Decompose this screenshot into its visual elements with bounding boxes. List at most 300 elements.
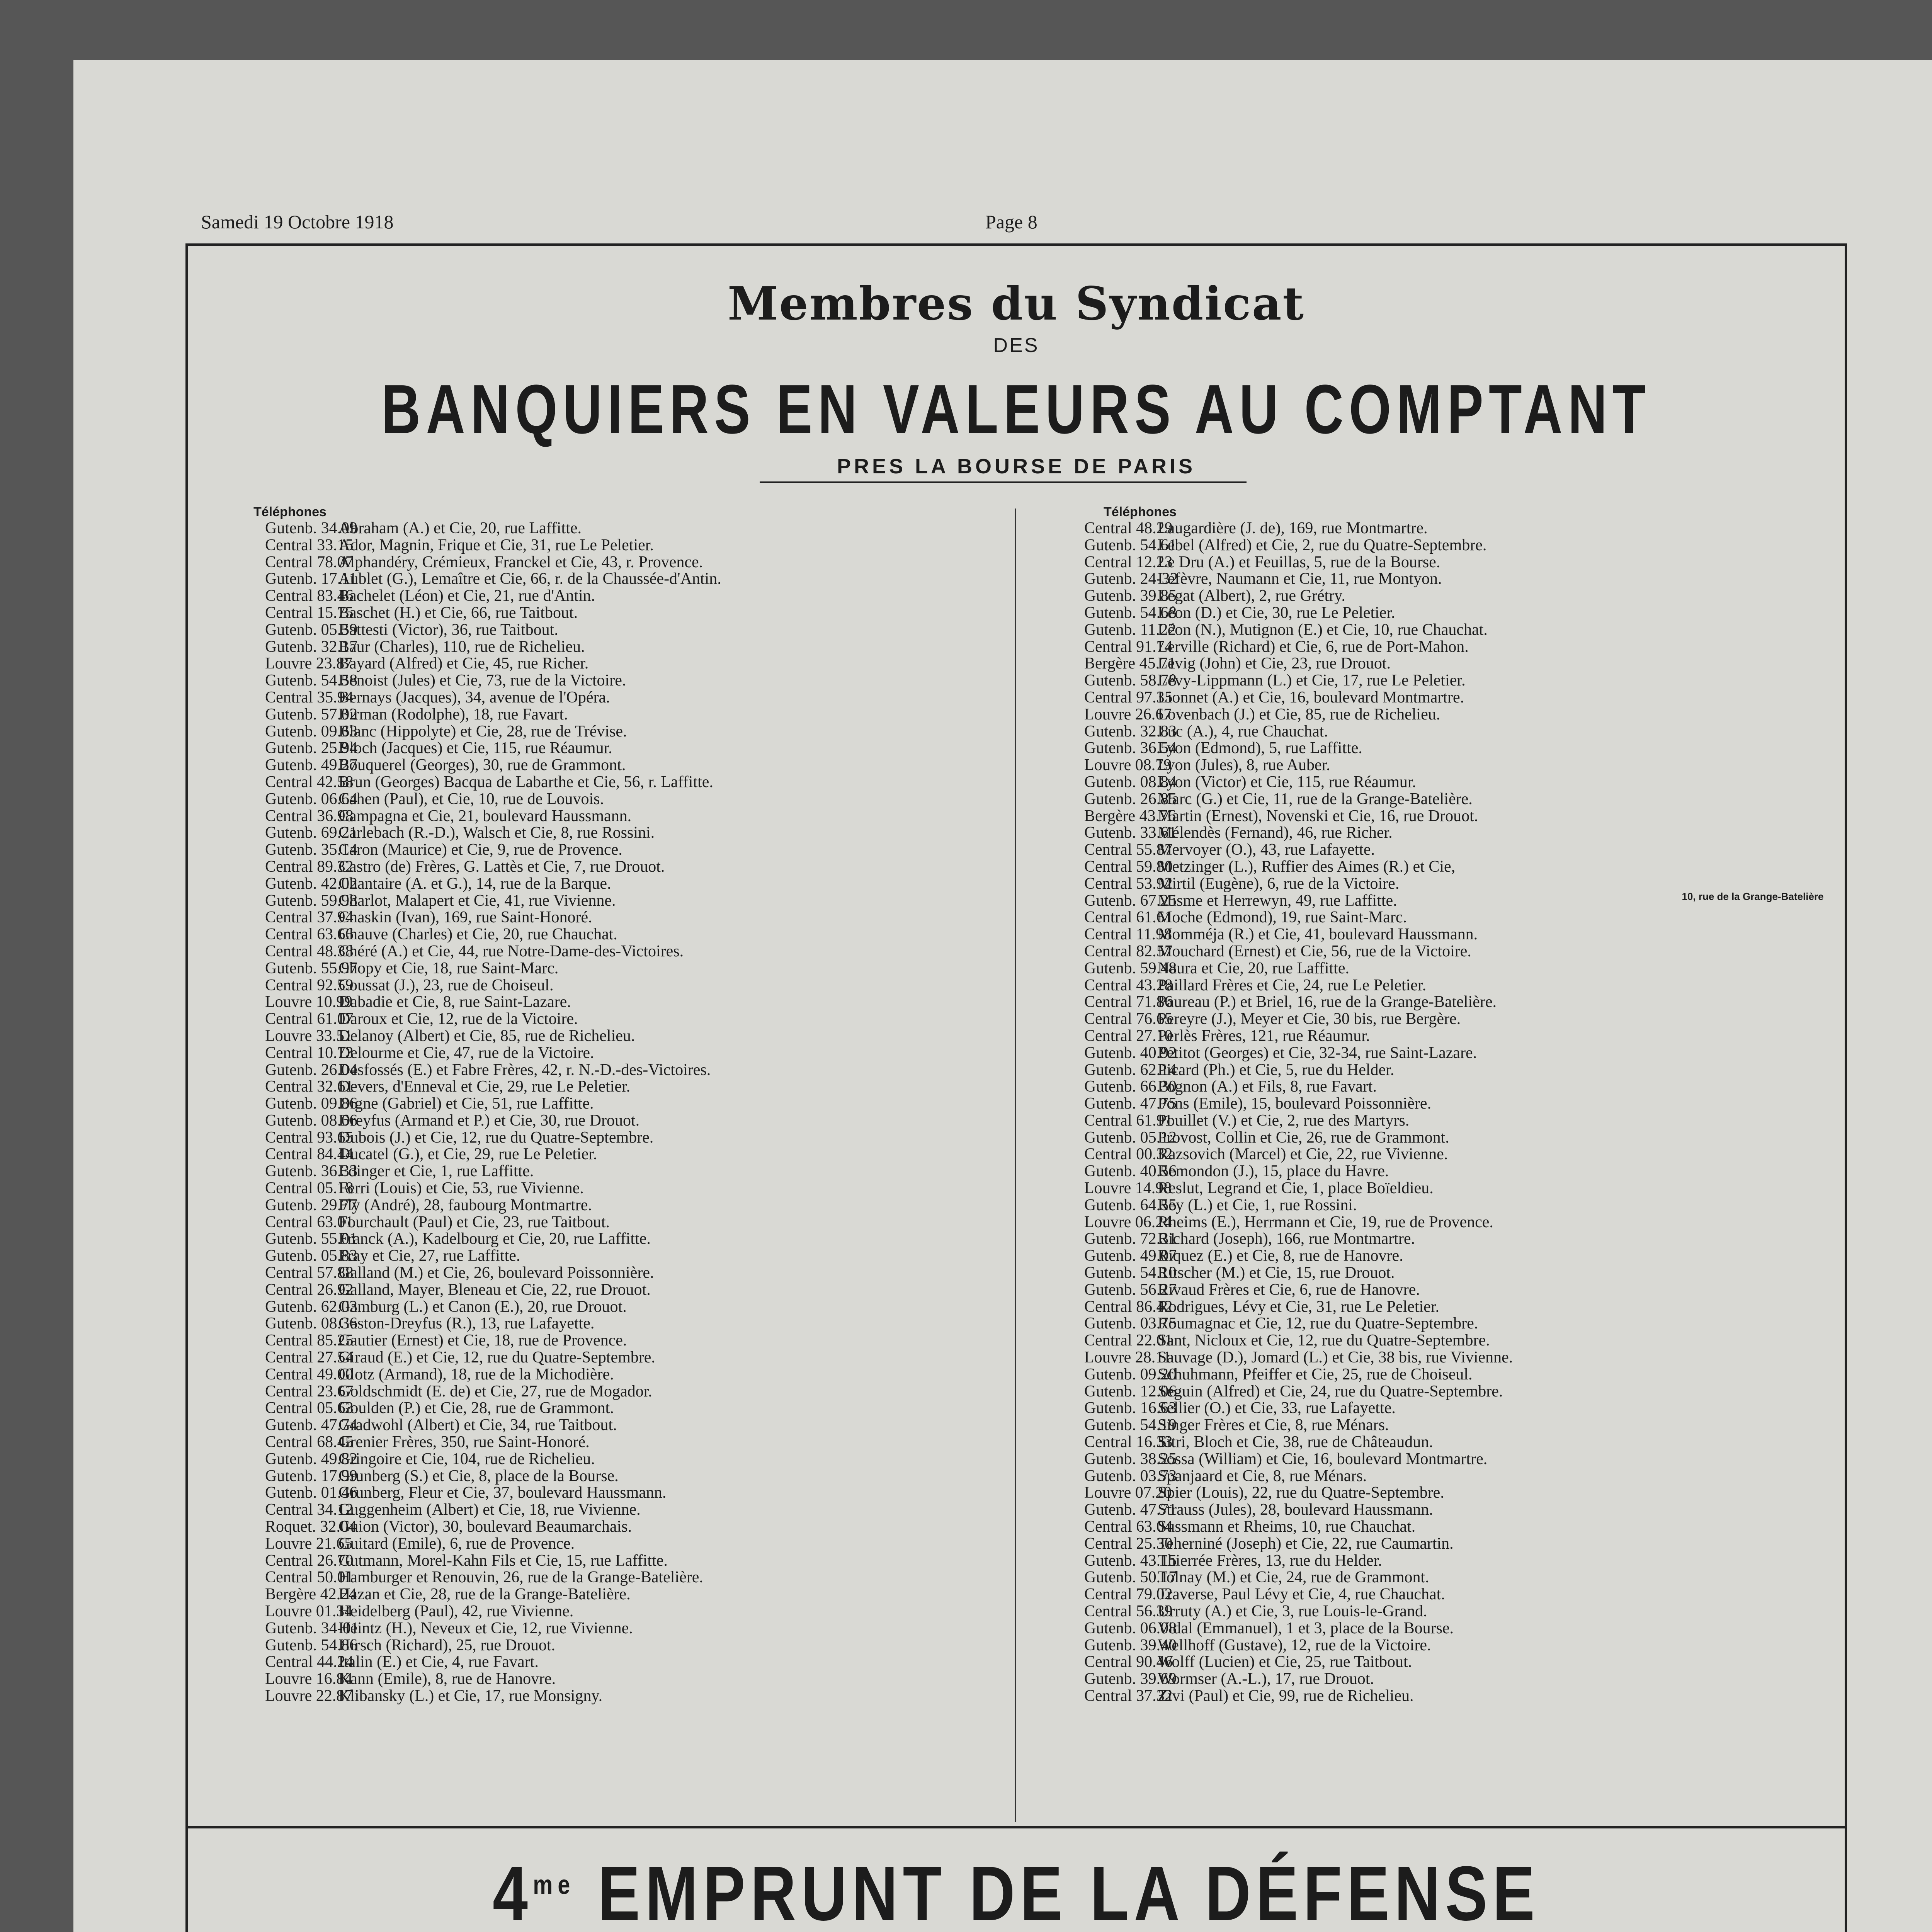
member-name-address: Coussat (J.), 23, rue de Choiseul. xyxy=(338,977,554,994)
loan-title-text: EMPRUNT DE LA DÉFENSE xyxy=(598,1850,1540,1932)
member-row xyxy=(1084,757,1826,774)
member-row xyxy=(265,1383,1007,1400)
member-name-address: Castro (de) Frères, G. Lattès et Cie, 7, rue Drouot. xyxy=(338,858,665,876)
member-row xyxy=(265,926,1007,943)
member-row xyxy=(265,1163,1007,1180)
member-row xyxy=(1084,943,1826,960)
member-name-address: Naura et Cie, 20, rue Laffitte. xyxy=(1158,960,1350,977)
member-name-address: Brun (Georges) Bacqua de Labarthe et Cie, 56, r. Laffitte. xyxy=(338,774,713,791)
phone-exchange: Gutenb. 59.98 xyxy=(265,892,358,910)
phone-exchange: Central 61.61 xyxy=(1084,909,1173,927)
member-row xyxy=(1084,1112,1826,1129)
phone-exchange: Gutenb. 38.25 xyxy=(1084,1451,1177,1468)
member-name-address: Mirtil (Eugène), 6, rue de la Victoire. xyxy=(1158,875,1400,893)
phone-exchange: Central 63.04 xyxy=(1084,1519,1173,1536)
phone-exchange: Central 15.75 xyxy=(265,604,354,622)
phone-exchange: Central 61.07 xyxy=(265,1011,354,1028)
member-name-address: Singer Frères et Cie, 8, rue Ménars. xyxy=(1158,1417,1389,1434)
member-name-address: Hamburger et Renouvin, 26, rue de la Grange-Batelière. xyxy=(338,1569,703,1587)
member-row xyxy=(265,571,1007,588)
member-row xyxy=(1084,1569,1826,1586)
phone-exchange: Gutenb. 72.31 xyxy=(1084,1231,1177,1248)
phone-exchange: Central 92.59 xyxy=(265,977,354,994)
member-name-address: Benoist (Jules) et Cie, 73, rue de la Victoire. xyxy=(338,672,626,689)
member-row xyxy=(265,757,1007,774)
phone-exchange: Central 89.32 xyxy=(265,858,354,876)
member-row xyxy=(1084,1468,1826,1485)
phone-exchange: Gutenb. 08.84 xyxy=(1084,774,1177,791)
member-row xyxy=(265,1282,1007,1299)
phone-exchange: Gutenb. 17.99 xyxy=(265,1468,358,1485)
phone-exchange: Gutenb. 05.12 xyxy=(1084,1129,1177,1146)
member-row xyxy=(1084,1637,1826,1654)
phone-exchange: Gutenb. 24-32 xyxy=(1084,571,1178,588)
right-member-list xyxy=(1084,520,1826,1705)
phone-exchange: Gutenb. 47.71 xyxy=(1084,1502,1177,1519)
member-row xyxy=(265,1231,1007,1248)
member-name-address: Heintz (H.), Neveux et Cie, 12, rue Vivienne. xyxy=(338,1620,633,1637)
phone-exchange: Central 85.25 xyxy=(265,1332,354,1350)
member-row xyxy=(1084,740,1826,757)
member-name-address: Sant, Nicloux et Cie, 12, rue du Quatre-Septembre. xyxy=(1158,1332,1490,1350)
member-row xyxy=(265,1332,1007,1349)
member-row xyxy=(1084,1062,1826,1079)
member-name-address: Guggenheim (Albert) et Cie, 18, rue Vivienne. xyxy=(338,1502,641,1519)
member-row xyxy=(265,825,1007,842)
member-row xyxy=(1084,571,1826,588)
member-row xyxy=(265,689,1007,706)
phone-exchange: Gutenb. 06.64 xyxy=(265,791,358,808)
member-row xyxy=(265,1112,1007,1129)
member-row xyxy=(1084,1434,1826,1451)
member-row xyxy=(1084,1265,1826,1282)
member-row xyxy=(1084,1299,1826,1316)
phone-exchange: Gutenb. 58.78 xyxy=(1084,672,1177,689)
section-separator xyxy=(188,1826,1845,1828)
member-name-address: Riquez (E.) et Cie, 8, rue de Hanovre. xyxy=(1158,1248,1403,1265)
phone-exchange: Central 44.24 xyxy=(265,1654,354,1671)
member-row xyxy=(1084,1231,1826,1248)
member-name-address: Strauss (Jules), 28, boulevard Haussmann. xyxy=(1158,1502,1433,1519)
phone-exchange: Gutenb. 47.74 xyxy=(265,1417,358,1434)
member-row xyxy=(1084,1349,1826,1366)
phone-exchange: Louvre 06.24 xyxy=(1084,1214,1172,1231)
member-row xyxy=(1084,1502,1826,1519)
member-row xyxy=(265,605,1007,622)
member-name-address: Grunberg, Fleur et Cie, 37, boulevard Haussmann. xyxy=(338,1485,667,1502)
member-row xyxy=(1084,554,1826,571)
phone-exchange: Gutenb. 09.86 xyxy=(265,1095,358,1112)
member-name-address: Thierrée Frères, 13, rue du Helder. xyxy=(1158,1552,1382,1570)
member-name-address: Glotz (Armand), 18, rue de la Michodière. xyxy=(338,1366,614,1383)
phone-exchange: Central 35.94 xyxy=(265,689,354,706)
member-name-address: Gringoire et Cie, 104, rue de Richelieu. xyxy=(338,1451,595,1468)
member-name-address: Richard (Joseph), 166, rue Montmartre. xyxy=(1158,1231,1415,1248)
member-row xyxy=(265,1654,1007,1671)
member-name-address: Laugardière (J. de), 169, rue Montmartre. xyxy=(1158,520,1428,537)
left-col-header: Téléphones xyxy=(253,505,327,519)
right-col-header: Téléphones xyxy=(1104,505,1177,519)
member-row xyxy=(265,909,1007,926)
member-name-address: Pons (Emile), 15, boulevard Poissonnière. xyxy=(1158,1095,1432,1112)
member-row xyxy=(265,1011,1007,1028)
side-note: 10, rue de la Grange-Batelière xyxy=(1682,891,1824,902)
member-name-address: Alphandéry, Crémieux, Franckel et Cie, 43, r. Provence. xyxy=(338,554,703,571)
member-name-address: Paureau (P.) et Briel, 16, rue de la Grange-Batelière. xyxy=(1158,994,1497,1011)
phone-exchange: Central 33.15 xyxy=(265,537,354,554)
member-row xyxy=(265,1315,1007,1332)
phone-exchange: Gutenb. 01.46 xyxy=(265,1485,358,1502)
header-page: Page 8 xyxy=(985,211,1037,233)
phone-exchange: Gutenb. 09.20 xyxy=(1084,1366,1177,1383)
member-row xyxy=(1084,1214,1826,1231)
phone-exchange: Gutenb. 49.07 xyxy=(1084,1248,1177,1265)
member-row xyxy=(1084,1180,1826,1197)
phone-exchange: Louvre 16.84 xyxy=(265,1671,353,1688)
phone-exchange: Gutenb. 55.97 xyxy=(265,960,358,977)
phone-exchange: Gutenb. 62.03 xyxy=(265,1298,358,1316)
member-row xyxy=(265,740,1007,757)
member-row xyxy=(1084,977,1826,994)
left-member-list xyxy=(265,520,1007,1705)
member-row xyxy=(265,554,1007,571)
member-name-address: Carlebach (R.-D.), Walsch et Cie, 8, rue Rossini. xyxy=(338,825,655,842)
member-row xyxy=(265,842,1007,859)
member-row xyxy=(1084,1248,1826,1265)
member-row xyxy=(265,977,1007,994)
member-name-address: Mélendès (Fernand), 46, rue Richer. xyxy=(1158,825,1393,842)
member-row xyxy=(265,1671,1007,1688)
phone-exchange: Central 48.29 xyxy=(1084,520,1173,537)
member-name-address: Digne (Gabriel) et Cie, 51, rue Laffitte. xyxy=(338,1095,594,1112)
member-name-address: Metzinger (L.), Ruffier des Aimes (R.) et Cie, xyxy=(1158,858,1456,876)
phone-exchange: Gutenb. 40.56 xyxy=(1084,1163,1177,1180)
member-name-address: Schuhmann, Pfeiffer et Cie, 25, rue de Choiseul. xyxy=(1158,1366,1473,1383)
member-row xyxy=(265,672,1007,689)
phone-exchange: Gutenb. 16.63 xyxy=(1084,1400,1177,1417)
phone-exchange: Central 56.39 xyxy=(1084,1603,1173,1620)
member-name-address: Hazan et Cie, 28, rue de la Grange-Batelière. xyxy=(338,1586,631,1603)
member-row xyxy=(1084,1383,1826,1400)
member-name-address: Chéré (A.) et Cie, 44, rue Notre-Dame-des-Victoires. xyxy=(338,943,684,960)
member-row xyxy=(1084,1011,1826,1028)
member-row xyxy=(1084,1332,1826,1349)
member-row xyxy=(1084,808,1826,825)
member-row xyxy=(1084,960,1826,977)
member-row xyxy=(265,1485,1007,1502)
member-row xyxy=(1084,1129,1826,1146)
member-name-address: Fray et Cie, 27, rue Laffitte. xyxy=(338,1248,520,1265)
member-row xyxy=(1084,1095,1826,1112)
member-name-address: Gaston-Dreyfus (R.), 13, rue Lafayette. xyxy=(338,1315,595,1333)
member-row xyxy=(265,876,1007,893)
member-name-address: Rivaud Frères et Cie, 6, rue de Hanovre. xyxy=(1158,1281,1420,1299)
phone-exchange: Gutenb. 08.36 xyxy=(265,1315,358,1333)
member-name-address: Chantaire (A. et G.), 14, rue de la Barque. xyxy=(338,875,611,893)
phone-exchange: Central 97.35 xyxy=(1084,689,1173,706)
member-name-address: Pognon (A.) et Fils, 8, rue Favart. xyxy=(1158,1078,1377,1096)
member-name-address: Bachelet (Léon) et Cie, 21, rue d'Antin. xyxy=(338,588,595,605)
member-row xyxy=(1084,1078,1826,1095)
member-row xyxy=(265,1502,1007,1519)
member-name-address: Reslut, Legrand et Cie, 1, place Boïeldieu. xyxy=(1158,1180,1434,1197)
phone-exchange: Central 05.63 xyxy=(265,1400,354,1417)
phone-exchange: Gutenb. 11.22 xyxy=(1084,621,1176,639)
member-name-address: Wolff (Lucien) et Cie, 25, rue Taitbout. xyxy=(1158,1654,1412,1671)
phone-exchange: Gutenb. 39.40 xyxy=(1084,1637,1177,1654)
member-name-address: Dubois (J.) et Cie, 12, rue du Quatre-Septembre. xyxy=(338,1129,654,1146)
phone-exchange: Bergère 42.24 xyxy=(265,1586,357,1603)
member-name-address: Picard (Ph.) et Cie, 5, rue du Helder. xyxy=(1158,1061,1395,1079)
member-row xyxy=(1084,1620,1826,1637)
phone-exchange: Central 11.98 xyxy=(1084,926,1172,943)
phone-exchange: Louvre 23.87 xyxy=(265,655,353,673)
phone-exchange: Gutenb. 09.63 xyxy=(265,723,358,740)
member-name-address: Léon (N.), Mutignon (E.) et Cie, 10, rue Chauchat. xyxy=(1158,621,1488,639)
member-name-address: Lovenbach (J.) et Cie, 85, rue de Richelieu. xyxy=(1158,706,1440,723)
member-row xyxy=(265,893,1007,910)
phone-exchange: Gutenb. 69.21 xyxy=(265,825,358,842)
phone-exchange: Gutenb. 67.25 xyxy=(1084,892,1177,910)
loan-title-sup: me xyxy=(533,1869,575,1900)
phone-exchange: Central 71.86 xyxy=(1084,994,1173,1011)
member-name-address: Daroux et Cie, 12, rue de la Victoire. xyxy=(338,1011,578,1028)
phone-exchange: Central 68.45 xyxy=(265,1434,354,1451)
phone-exchange: Bergère 45.71 xyxy=(1084,655,1176,673)
member-name-address: Bouquerel (Georges), 30, rue de Grammont. xyxy=(338,757,626,774)
member-name-address: Zivi (Paul) et Cie, 99, rue de Richelieu. xyxy=(1158,1687,1414,1705)
member-row xyxy=(265,1536,1007,1553)
member-row xyxy=(1084,909,1826,926)
phone-exchange: Central 49.00 xyxy=(265,1366,354,1383)
member-name-address: Abraham (A.) et Cie, 20, rue Laffitte. xyxy=(338,520,582,537)
phone-exchange: Central 37.32 xyxy=(1084,1687,1173,1705)
member-name-address: Mouchard (Ernest) et Cie, 56, rue de la Victoire. xyxy=(1158,943,1471,960)
phone-exchange: Central 42.58 xyxy=(265,774,354,791)
member-name-address: Sellier (O.) et Cie, 33, rue Lafayette. xyxy=(1158,1400,1396,1417)
member-row xyxy=(265,1197,1007,1214)
member-row xyxy=(1084,605,1826,622)
member-name-address: Lyon (Victor) et Cie, 115, rue Réaumur. xyxy=(1158,774,1416,791)
phone-exchange: Central 27.54 xyxy=(265,1349,354,1366)
phone-exchange: Louvre 10.99 xyxy=(265,994,353,1011)
member-name-address: Wellhoff (Gustave), 12, rue de la Victoire. xyxy=(1158,1637,1431,1654)
phone-exchange: Central 90.46 xyxy=(1084,1654,1173,1671)
phone-exchange: Central 57.88 xyxy=(265,1265,354,1282)
phone-exchange: Central 23.67 xyxy=(265,1383,354,1400)
phone-exchange: Central 50.01 xyxy=(265,1569,354,1587)
phone-exchange: Central 61.91 xyxy=(1084,1112,1173,1129)
member-name-address: Momméja (R.) et Cie, 41, boulevard Haussmann. xyxy=(1158,926,1478,943)
phone-exchange: Gutenb. 54.58 xyxy=(265,672,358,689)
member-name-address: Klibansky (L.) et Cie, 17, rue Monsigny. xyxy=(338,1687,603,1705)
member-row xyxy=(265,1603,1007,1620)
member-name-address: Bernays (Jacques), 34, avenue de l'Opéra. xyxy=(338,689,610,706)
phone-exchange: Gutenb. 08.66 xyxy=(265,1112,358,1129)
member-name-address: Gradwohl (Albert) et Cie, 34, rue Taitbout. xyxy=(338,1417,617,1434)
phone-exchange: Gutenb. 54.61 xyxy=(1084,537,1177,554)
member-row xyxy=(1084,723,1826,740)
member-row xyxy=(265,1519,1007,1536)
phone-exchange: Central 16.33 xyxy=(1084,1434,1173,1451)
member-row xyxy=(265,706,1007,723)
member-name-address: Baur (Charles), 110, rue de Richelieu. xyxy=(338,638,585,656)
member-row xyxy=(265,1180,1007,1197)
phone-exchange: Central 25.30 xyxy=(1084,1535,1173,1553)
phone-exchange: Gutenb. 29.77 xyxy=(265,1197,358,1214)
member-name-address: Blanc (Hippolyte) et Cie, 28, rue de Trévise. xyxy=(338,723,627,740)
phone-exchange: Gutenb. 66.30 xyxy=(1084,1078,1177,1096)
member-name-address: Lefèvre, Naumann et Cie, 11, rue Montyon. xyxy=(1158,571,1442,588)
loan-title xyxy=(337,1849,1696,1932)
title-line2: DES xyxy=(993,334,1039,357)
phone-exchange: Central 43.28 xyxy=(1084,977,1173,994)
member-row xyxy=(265,1637,1007,1654)
member-name-address: Cahen (Paul), et Cie, 10, rue de Louvois. xyxy=(338,791,604,808)
member-name-address: Charlot, Malapert et Cie, 41, rue Vivienne. xyxy=(338,892,616,910)
phone-exchange: Central 91.74 xyxy=(1084,638,1173,656)
member-row xyxy=(265,1028,1007,1045)
phone-exchange: Central 79.02 xyxy=(1084,1586,1173,1603)
member-row xyxy=(265,859,1007,876)
member-row xyxy=(1084,1451,1826,1468)
member-row xyxy=(1084,1519,1826,1536)
member-name-address: Martin (Ernest), Novenski et Cie, 16, rue Drouot. xyxy=(1158,808,1478,825)
member-row xyxy=(265,622,1007,639)
member-row xyxy=(1084,926,1826,943)
member-row xyxy=(1084,639,1826,656)
member-name-address: Chauve (Charles) et Cie, 20, rue Chauchat. xyxy=(338,926,617,943)
phone-exchange: Central 34.12 xyxy=(265,1502,354,1519)
member-row xyxy=(265,1688,1007,1705)
member-name-address: Chopy et Cie, 18, rue Saint-Marc. xyxy=(338,960,559,977)
title-underline xyxy=(760,481,1247,483)
phone-exchange: Gutenb. 25.94 xyxy=(265,740,358,757)
member-name-address: Legat (Albert), 2, rue Grétry. xyxy=(1158,588,1345,605)
member-name-address: Aublet (G.), Lemaître et Cie, 66, r. de la Chaussée-d'Antin. xyxy=(338,571,721,588)
member-name-address: Provost, Collin et Cie, 26, rue de Grammont. xyxy=(1158,1129,1449,1146)
title-line3: BANQUIERS EN VALEURS AU COMPTANT xyxy=(381,371,1651,448)
phone-exchange: Central 05.18 xyxy=(265,1180,354,1197)
member-row xyxy=(265,537,1007,554)
phone-exchange: Gutenb. 26.04 xyxy=(265,1061,358,1079)
member-name-address: Remondon (J.), 15, place du Havre. xyxy=(1158,1163,1389,1180)
member-row xyxy=(1084,994,1826,1011)
member-name-address: Ador, Magnin, Frique et Cie, 31, rue Le Peletier. xyxy=(338,537,654,554)
member-name-address: Lerville (Richard) et Cie, 6, rue de Port-Mahon. xyxy=(1158,638,1469,656)
member-name-address: Bayard (Alfred) et Cie, 45, rue Richer. xyxy=(338,655,589,673)
member-name-address: Roumagnac et Cie, 12, rue du Quatre-Septembre. xyxy=(1158,1315,1478,1333)
phone-exchange: Gutenb. 56.27 xyxy=(1084,1281,1177,1299)
member-row xyxy=(1084,1586,1826,1603)
member-name-address: Sussmann et Rheims, 10, rue Chauchat. xyxy=(1158,1519,1416,1536)
member-name-address: Baschet (H.) et Cie, 66, rue Taitbout. xyxy=(338,604,578,622)
member-name-address: Luc (A.), 4, rue Chauchat. xyxy=(1158,723,1328,740)
phone-exchange: Gutenb. 49.27 xyxy=(265,757,358,774)
member-name-address: Dreyfus (Armand et P.) et Cie, 30, rue Drouot. xyxy=(338,1112,640,1129)
member-row xyxy=(1084,1654,1826,1671)
phone-exchange: Gutenb. 54.86 xyxy=(265,1637,358,1654)
member-name-address: Urruty (A.) et Cie, 3, rue Louis-le-Grand. xyxy=(1158,1603,1427,1620)
member-row xyxy=(265,808,1007,825)
member-name-address: Lyon (Jules), 8, rue Auber. xyxy=(1158,757,1330,774)
member-row xyxy=(1084,1485,1826,1502)
member-row xyxy=(1084,520,1826,537)
member-name-address: Sossa (William) et Cie, 16, boulevard Montmartre. xyxy=(1158,1451,1488,1468)
member-name-address: Franck (A.), Kadelbourg et Cie, 20, rue Laffitte. xyxy=(338,1231,651,1248)
member-name-address: Fly (André), 28, faubourg Montmartre. xyxy=(338,1197,592,1214)
member-row xyxy=(265,1620,1007,1637)
title-line1: Membres du Syndicat xyxy=(728,277,1305,330)
member-row xyxy=(1084,689,1826,706)
member-row xyxy=(1084,876,1826,893)
title-line4: PRES LA BOURSE DE PARIS xyxy=(837,455,1196,478)
member-row xyxy=(265,960,1007,977)
member-name-address: Moche (Edmond), 19, rue Saint-Marc. xyxy=(1158,909,1407,927)
member-name-address: Gamburg (L.) et Canon (E.), 20, rue Drouot. xyxy=(338,1298,627,1316)
phone-exchange: Louvre 14.98 xyxy=(1084,1180,1172,1197)
member-name-address: Heidelberg (Paul), 42, rue Vivienne. xyxy=(338,1603,574,1620)
member-name-address: Hirsch (Richard), 25, rue Drouot. xyxy=(338,1637,556,1654)
phone-exchange: Central 10.73 xyxy=(265,1044,354,1062)
member-row xyxy=(265,1434,1007,1451)
member-row xyxy=(265,520,1007,537)
phone-exchange: Gutenb. 49.82 xyxy=(265,1451,358,1468)
member-row xyxy=(265,1045,1007,1062)
loan-title-num: 4 xyxy=(492,1850,533,1932)
phone-exchange: Gutenb. 40.92 xyxy=(1084,1044,1177,1062)
member-name-address: Grenier Frères, 350, rue Saint-Honoré. xyxy=(338,1434,590,1451)
phone-exchange: Louvre 01.34 xyxy=(265,1603,353,1620)
member-row xyxy=(1084,825,1826,842)
member-row xyxy=(1084,1671,1826,1688)
phone-exchange: Gutenb. 26.85 xyxy=(1084,791,1177,808)
phone-exchange: Gutenb. 55.01 xyxy=(265,1231,358,1248)
member-name-address: Campagna et Cie, 21, boulevard Haussmann. xyxy=(338,808,632,825)
member-name-address: Caron (Maurice) et Cie, 9, rue de Provence. xyxy=(338,842,622,859)
phone-exchange: Gutenb. 34-01 xyxy=(265,1620,359,1637)
member-row xyxy=(1084,1553,1826,1570)
member-name-address: Desfossés (E.) et Fabre Frères, 42, r. N.-D.-des-Victoires. xyxy=(338,1061,711,1079)
member-name-address: Goldschmidt (E. de) et Cie, 27, rue de Mogador. xyxy=(338,1383,652,1400)
phone-exchange: Central 63.01 xyxy=(265,1214,354,1231)
member-row xyxy=(1084,1282,1826,1299)
phone-exchange: Gutenb. 06.08 xyxy=(1084,1620,1177,1637)
member-name-address: Mervoyer (O.), 43, rue Lafayette. xyxy=(1158,842,1375,859)
phone-exchange: Gutenb. 03.75 xyxy=(1084,1315,1177,1333)
member-name-address: Lebel (Alfred) et Cie, 2, rue du Quatre-Septembre. xyxy=(1158,537,1487,554)
member-name-address: Gautier (Ernest) et Cie, 18, rue de Provence. xyxy=(338,1332,627,1350)
phone-exchange: Louvre 08.79 xyxy=(1084,757,1172,774)
phone-exchange: Central 86.42 xyxy=(1084,1298,1173,1316)
member-name-address: Léon (D.) et Cie, 30, rue Le Peletier. xyxy=(1158,604,1395,622)
phone-exchange: Central 93.65 xyxy=(265,1129,354,1146)
member-row xyxy=(265,1248,1007,1265)
phone-exchange: Gutenb. 34.09 xyxy=(265,520,358,537)
phone-exchange: Gutenb. 54.10 xyxy=(1084,1265,1177,1282)
phone-exchange: Central 36.98 xyxy=(265,808,354,825)
phone-exchange: Central 55.87 xyxy=(1084,842,1173,859)
phone-exchange: Louvre 28.11 xyxy=(1084,1349,1171,1366)
phone-exchange: Gutenb. 36.33 xyxy=(265,1163,358,1180)
member-row xyxy=(265,588,1007,605)
member-row xyxy=(1084,1197,1826,1214)
member-name-address: Rey (L.) et Cie, 1, rue Rossini. xyxy=(1158,1197,1357,1214)
member-row xyxy=(1084,1315,1826,1332)
member-row xyxy=(1084,1400,1826,1417)
phone-exchange: Central 84.44 xyxy=(265,1146,354,1163)
phone-exchange: Gutenb. 36.54 xyxy=(1084,740,1177,757)
